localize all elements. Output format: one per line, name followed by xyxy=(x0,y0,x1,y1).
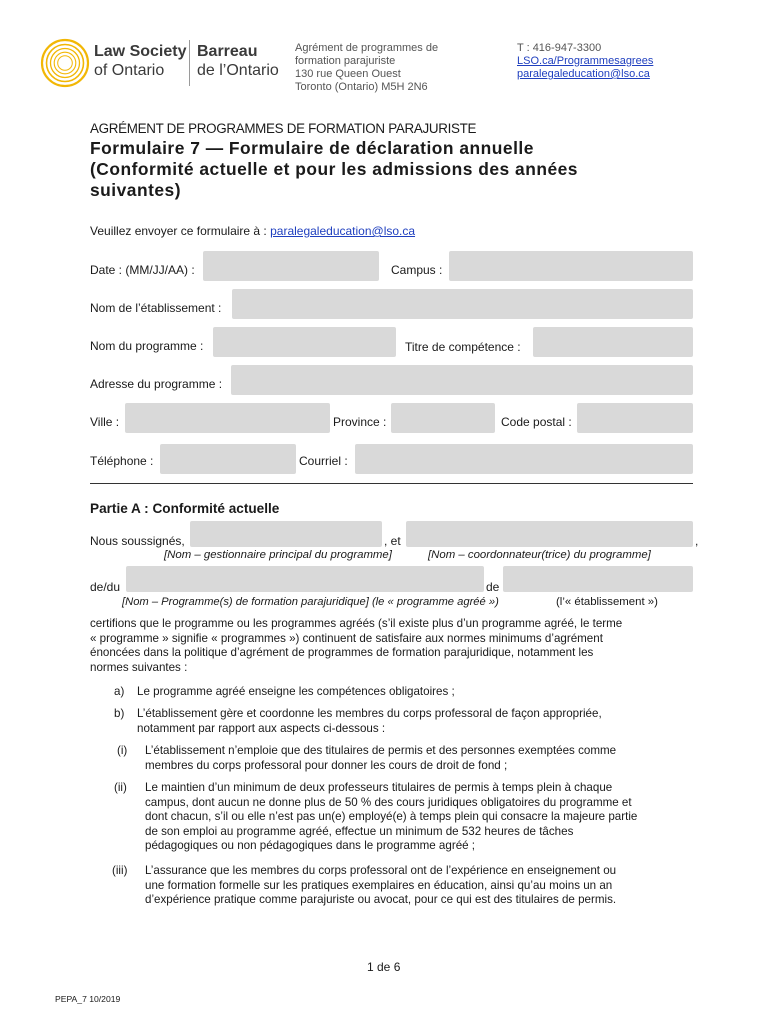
header-address: Agrément de programmes de formation parajuriste 130 rue Queen Ouest Toronto (Ontario) M5H 2N6 xyxy=(295,42,439,93)
date-label: Date : (MM/JJ/AA) : xyxy=(90,263,195,277)
note-coordinator: [Nom – coordonnateur(trice) du programme] xyxy=(428,549,651,561)
sub-item-i: L’établissement n’emploie que des titulaires de permis et des personnes exemptées comme membres du corps professoral pour donner les cours de droit de fond ; xyxy=(145,744,617,772)
send-to-line: Veuillez envoyer ce formulaire à : paralegaleducation@lso.ca xyxy=(90,224,416,238)
header-phone: T : 416-947-3300 xyxy=(517,42,602,54)
manager-name-field[interactable] xyxy=(190,521,382,547)
province-label: Province : xyxy=(333,415,387,429)
programs-name-field[interactable] xyxy=(126,566,484,592)
email-field[interactable] xyxy=(355,444,693,474)
header-email-link[interactable]: paralegaleducation@lso.ca xyxy=(517,68,650,80)
credential-label: Titre de compétence : xyxy=(405,340,521,354)
institution-label: Nom de l’établissement : xyxy=(90,301,222,315)
list-marker-a: a) xyxy=(114,685,125,698)
section-divider xyxy=(90,483,693,484)
address-field[interactable] xyxy=(231,365,693,395)
address-label: Adresse du programme : xyxy=(90,377,223,391)
list-item-a: Le programme agréé enseigne les compétences obligatoires ; xyxy=(137,685,455,698)
phone-label: Téléphone : xyxy=(90,454,154,468)
city-label: Ville : xyxy=(90,415,120,429)
certification-text: certifions que le programme ou les programmes agréés (s’il existe plus d’un programme agréé, le terme « programme » signifie « programmes ») continuent de satisfaire aux normes minimums d’agrément énoncées dans la politique d’agrément de programmes de formation parajuridique, notamment les normes suivantes : xyxy=(90,617,623,674)
institution-name-field[interactable] xyxy=(503,566,693,592)
phone-field[interactable] xyxy=(160,444,296,474)
province-field[interactable] xyxy=(391,403,495,433)
sub-item-iii: L’assurance que les membres du corps professoral ont de l’expérience en enseignement ou une formation formelle sur les pratiques exemplaires en éducation, ainsi qu’au moins un an d’expérience pratique comme parajuriste ou avocat, pour ce qui est des titulaires de permis. xyxy=(145,864,617,907)
header-contact xyxy=(517,42,653,81)
org-name-en-2: of Ontario xyxy=(94,62,165,79)
de-label: de xyxy=(486,580,500,594)
lso-emblem-icon xyxy=(40,38,90,88)
form-title: Formulaire 7 — Formulaire de déclaration annuelle (Conformité actuelle et pour les admissions des années suivantes) xyxy=(90,138,578,200)
note-manager: [Nom – gestionnaire principal du programme] xyxy=(164,549,392,561)
credential-field[interactable] xyxy=(533,327,693,357)
part-a-heading: Partie A : Conformité actuelle xyxy=(90,501,280,516)
coordinator-name-field[interactable] xyxy=(406,521,693,547)
form-code: PEPA_7 10/2019 xyxy=(55,994,121,1004)
undersigned-label: Nous soussignés, xyxy=(90,534,185,548)
note-institution: (l’« établissement ») xyxy=(556,596,658,608)
section-heading: AGRÉMENT DE PROGRAMMES DE FORMATION PARAJURISTE xyxy=(90,121,477,136)
header-web-link[interactable]: LSO.ca/Programmesagrees xyxy=(517,55,654,67)
date-field[interactable] xyxy=(203,251,379,281)
lso-logo xyxy=(40,38,280,88)
and-label: , et xyxy=(384,534,401,548)
org-name-fr-1: Barreau xyxy=(197,43,258,60)
logo-divider xyxy=(189,40,190,86)
page-number: 1 de 6 xyxy=(367,960,401,974)
org-name-en-1: Law Society xyxy=(94,43,187,60)
postal-code-label: Code postal : xyxy=(501,415,572,429)
note-programs: [Nom – Programme(s) de formation parajuridique] (le « programme agréé ») xyxy=(122,596,499,608)
campus-label: Campus : xyxy=(391,263,443,277)
program-label: Nom du programme : xyxy=(90,339,204,353)
institution-field[interactable] xyxy=(232,289,693,319)
sub-marker-i: (i) xyxy=(117,744,128,757)
sub-item-ii: Le maintien d’un minimum de deux professeurs titulaires de permis à temps plein à chaque campus, dont aucun ne donne plus de 50 % des cours juridiques obligatoires du programme et dont chacun, s’il ou elle n’est pas un(e) employé(e) à temps plein qui consacre la majeure partie de son emploi au programme agréé, effectue un minimum de 532 heures de tâches pédagogiques ou non pédagogiques dans le programme agréé ; xyxy=(145,781,638,853)
email-label: Courriel : xyxy=(299,454,348,468)
city-field[interactable] xyxy=(125,403,330,433)
sub-marker-ii: (ii) xyxy=(114,781,127,794)
send-to-email-link[interactable]: paralegaleducation@lso.ca xyxy=(270,224,416,238)
campus-field[interactable] xyxy=(449,251,693,281)
program-field[interactable] xyxy=(213,327,396,357)
comma-label: , xyxy=(695,534,699,548)
postal-code-field[interactable] xyxy=(577,403,693,433)
list-marker-b: b) xyxy=(114,707,125,720)
list-item-b: L’établissement gère et coordonne les membres du corps professoral de façon appropriée, notamment par rapport aux aspects ci-dessous : xyxy=(137,707,602,735)
org-name-fr-2: de l’Ontario xyxy=(197,62,279,79)
of-label: de/du xyxy=(90,580,121,594)
sub-marker-iii: (iii) xyxy=(112,864,128,877)
